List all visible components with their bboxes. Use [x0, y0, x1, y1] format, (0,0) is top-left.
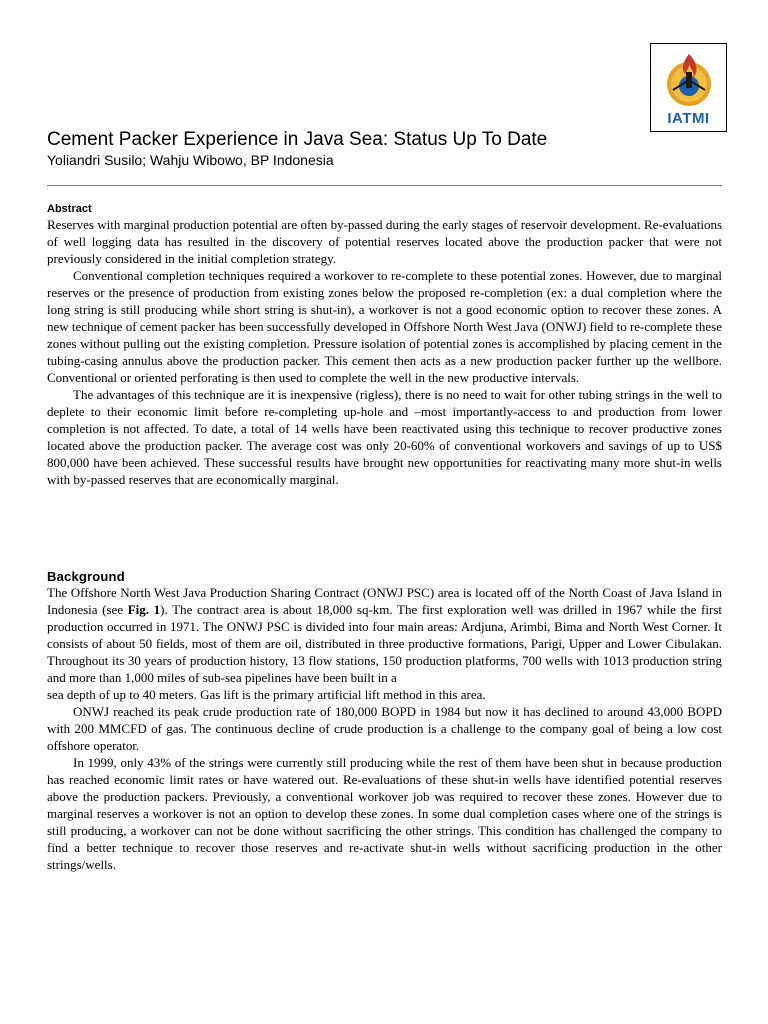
background-heading: Background: [47, 569, 125, 584]
background-paragraph: sea depth of up to 40 meters. Gas lift is the primary artificial lift method in this area.: [47, 687, 486, 702]
background-paragraph: [47, 584, 722, 686]
paragraph-text: The Offshore North West Java Production Sharing Contract (ONWJ PSC) area is located off of the North Coast of Java Island in Indonesia (see: [47, 585, 722, 617]
logo-label: IATMI: [667, 110, 710, 127]
iatmi-emblem-icon: [661, 50, 717, 112]
abstract-paragraph: Reserves with marginal production potential are often by-passed during the early stages of reservoir development. Re-evaluations of well logging data has resulted in the discovery of potential reserves located above the production packer that were not previously considered in the initial completion strategy.: [47, 217, 722, 266]
title-divider: [47, 185, 722, 186]
paper-title: Cement Packer Experience in Java Sea: Status Up To Date: [47, 129, 548, 150]
figure-reference[interactable]: Fig. 1: [127, 602, 161, 617]
background-paragraph: In 1999, only 43% of the strings were currently still producing while the rest of them have been shut in because production has reached economic limit rates or have watered out. Re-evaluations of these shut-in wells have identified potential reserves above the production packers. Previously, a conventional workover job was required to recover these zones. However due to marginal reserves a workover is not an option to develop these zones. In some dual completion cases where one of the strings is still producing, a workover can not be done without sacrificing the other strings. This condition has challenged the company to find a better technique to recover those reserves and re-activate shut-in wells without sacrificing production in the other strings/wells.: [47, 755, 722, 872]
abstract-heading: Abstract: [47, 203, 92, 215]
abstract-body: [47, 216, 722, 488]
iatmi-logo: [650, 43, 727, 132]
abstract-paragraph: The advantages of this technique are it is inexpensive (rigless), there is no need to wait for other tubing strings in the well to deplete to their economic limit before re-completing up-hole and –most importantly-access to and production from lower completion is not affected. To date, a total of 14 wells have been reactivated using this technique to recover productive zones located above the production packer. The average cost was only 20-60% of conventional workovers and savings of up to US$ 800,000 have been achieved. These successful results have brought new opportunities for reactivating many more shut-in wells with by-passed reserves that are economically marginal.: [47, 387, 722, 487]
background-body: [47, 584, 722, 873]
background-paragraph: ONWJ reached its peak crude production rate of 180,000 BOPD in 1984 but now it has declined to around 43,000 BOPD with 200 MMCFD of gas. The continuous decline of crude production is a challenge to the company goal of being a low cost offshore operator.: [47, 704, 722, 753]
paper-authors: Yoliandri Susilo; Wahju Wibowo, BP Indonesia: [47, 152, 334, 168]
abstract-paragraph: Conventional completion techniques required a workover to re-complete to these potential zones. However, due to marginal reserves or the presence of production from existing zones below the proposed re-completion (ex: a dual completion where the long string is still producing while short string is shut-in), a workover is not a good economic option to recover these zones. A new technique of cement packer has been successfully developed in Offshore North West Java (ONWJ) field to re-complete these zones without pulling out the existing completion. Pressure isolation of potential zones is accomplished by placing cement in the tubing-casing annulus above the production packer. This cement then acts as a new production packer further up the wellbore. Conventional or oriented perforating is then used to complete the well in the new productive intervals.: [47, 268, 722, 385]
paragraph-text: ). The contract area is about 18,000 sq-km. The first exploration well was drilled in 1967 while the first production occurred in 1971. The ONWJ PSC is divided into four main areas: Ardjuna, Arimbi, Bima and North West Corner. It consists of about 50 fields, most of them are oil, distributed in three productive formations, Parigi, Upper and Lower Cibulakan. Throughout its 30 years of production history, 13 flow stations, 150 production platforms, 700 wells with 1013 production string and more than 1,000 miles of sub-sea pipelines have been built in a: [47, 602, 722, 685]
